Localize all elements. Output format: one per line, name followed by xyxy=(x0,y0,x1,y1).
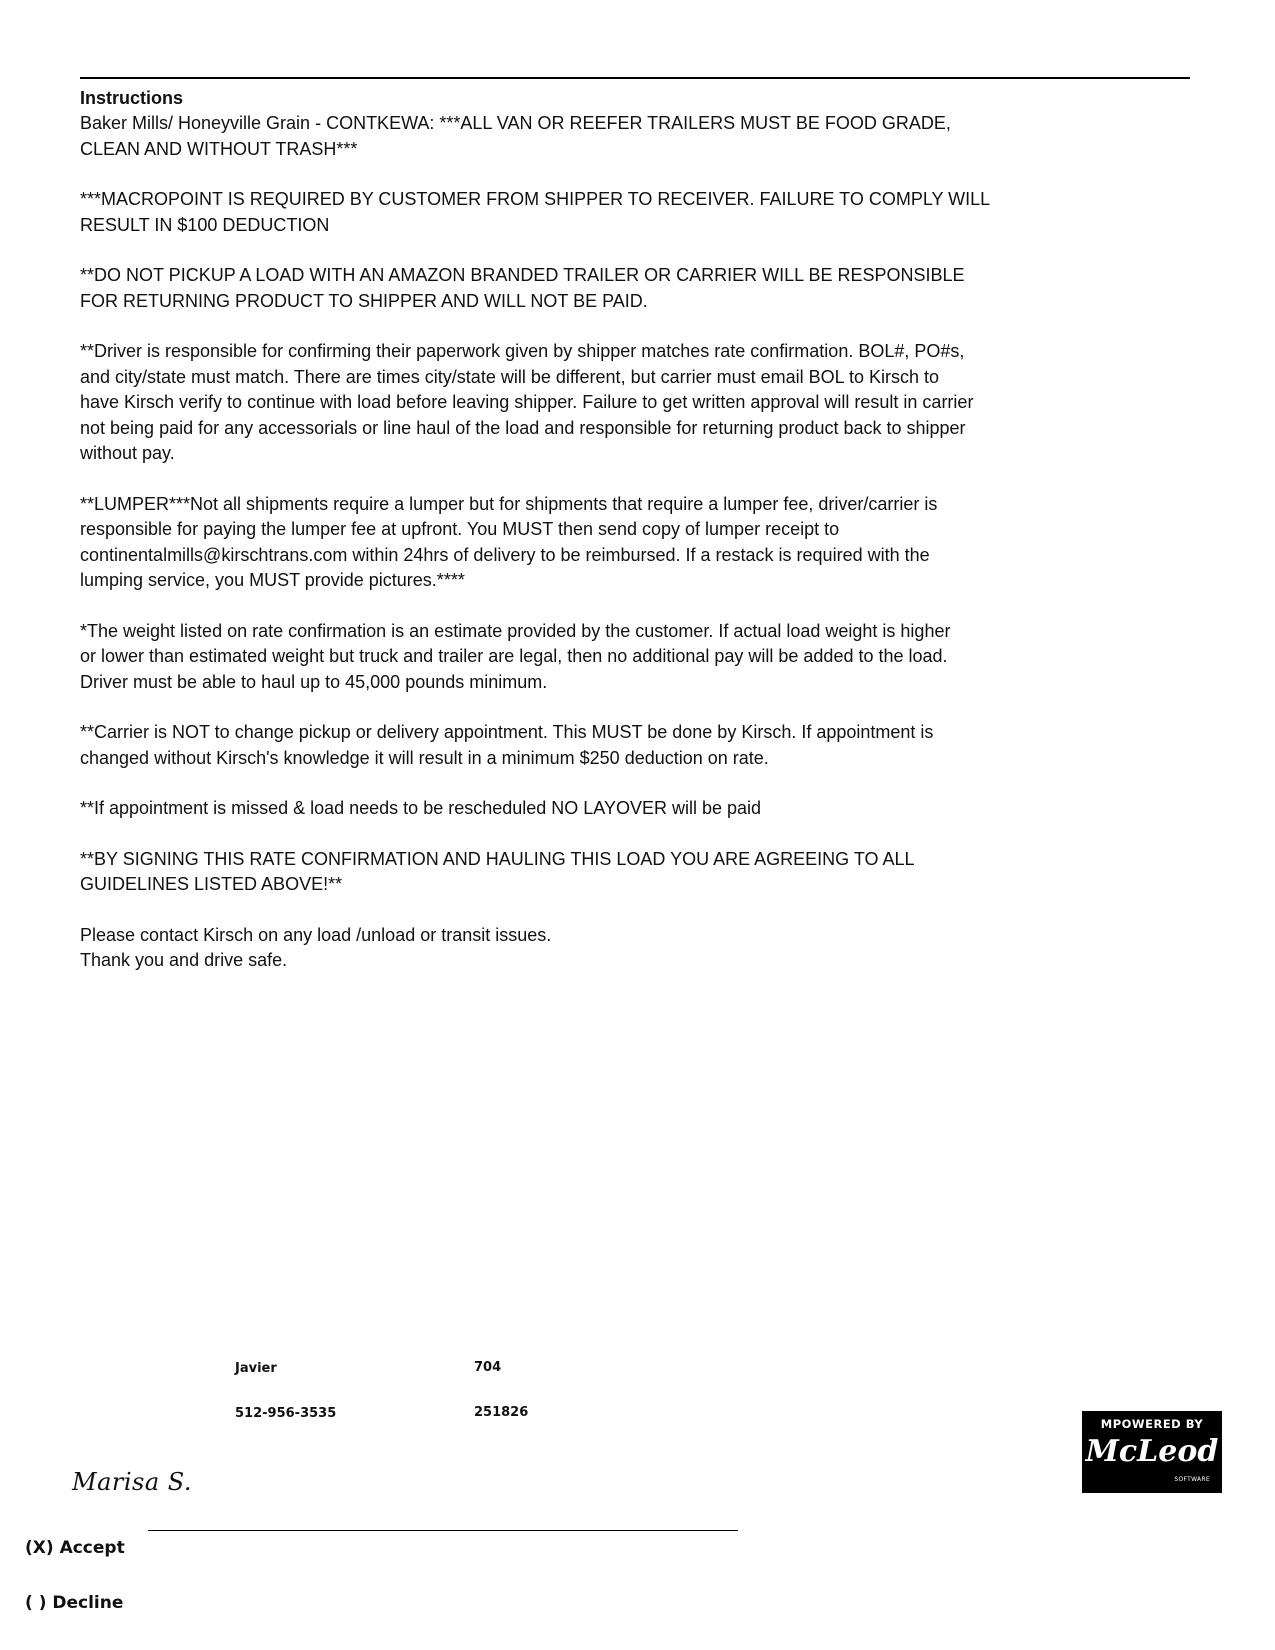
decline-option[interactable]: ( ) Decline xyxy=(25,1593,124,1613)
instructions-section xyxy=(80,86,1190,999)
instruction-paragraph-appointment-change: **Carrier is NOT to change pickup or delivery appointment. This MUST be done by Kirsch. If appointment is changed without Kirsch's knowledge it will result in a minimum $250 deduction on rate. xyxy=(80,722,934,768)
top-divider xyxy=(80,77,1190,79)
badge-sub-text: SOFTWARE xyxy=(1174,1476,1210,1483)
instruction-paragraph-food-grade: Baker Mills/ Honeyville Grain - CONTKEWA: ***ALL VAN OR REEFER TRAILERS MUST BE FOOD GRADE, CLEAN AND WITHOUT TRASH*** xyxy=(80,113,951,159)
instruction-paragraph-contact: Please contact Kirsch on any load /unload or transit issues. Thank you and drive safe. xyxy=(80,924,552,970)
instruction-paragraph-paperwork: **Driver is responsible for confirming their paperwork given by shipper matches rate confirmation. BOL#, PO#s, and city/state must match. There are times city/state will be different, but carrier must email BOL to Kirsch to have Kirsch verify to continue with load before leaving shipper. Failure to get written approval will result in carrier not being paid for any accessorials or line haul of the load and responsible for returning product back to shipper without pay. xyxy=(80,341,974,463)
signature: Marisa S. xyxy=(72,1468,192,1496)
mcleod-logo-badge xyxy=(1082,1411,1222,1493)
driver-name: Javier xyxy=(235,1361,277,1376)
signature-line xyxy=(148,1530,738,1531)
instruction-paragraph-agreement: **BY SIGNING THIS RATE CONFIRMATION AND HAULING THIS LOAD YOU ARE AGREEING TO ALL GUIDELINES LISTED ABOVE!** xyxy=(80,848,915,894)
instruction-paragraph-missed-appointment: **If appointment is missed & load needs to be rescheduled NO LAYOVER will be paid xyxy=(80,798,762,818)
mcleod-logo: McLeod xyxy=(1085,1434,1219,1469)
instruction-paragraph-amazon-trailer: **DO NOT PICKUP A LOAD WITH AN AMAZON BRANDED TRAILER OR CARRIER WILL BE RESPONSIBLE FOR RETURNING PRODUCT TO SHIPPER AND WILL NOT BE PAID. xyxy=(80,265,965,311)
badge-top-text: MPOWERED BY xyxy=(1100,1417,1204,1431)
instructions-heading: Instructions xyxy=(80,88,184,108)
instruction-paragraph-lumper: **LUMPER***Not all shipments require a lumper but for shipments that require a lumper fee, driver/carrier is responsible for paying the lumper fee at upfront. You MUST then send copy of lumper receipt to continentalmills@kirschtrans.com within 24hrs of delivery to be reimbursed. If a restack is required with the lumping service, you MUST provide pictures.**** xyxy=(80,493,938,590)
accept-option[interactable]: (X) Accept xyxy=(25,1538,125,1558)
trailer-number: 251826 xyxy=(474,1405,529,1420)
truck-number: 704 xyxy=(474,1360,502,1375)
driver-phone: 512-956-3535 xyxy=(235,1406,337,1421)
instruction-paragraph-weight: *The weight listed on rate confirmation is an estimate provided by the customer. If actual load weight is higher or lower than estimated weight but truck and trailer are legal, then no additional pay will be added to the load. Driver must be able to haul up to 45,000 pounds minimum. xyxy=(80,620,951,692)
instruction-paragraph-macropoint: ***MACROPOINT IS REQUIRED BY CUSTOMER FROM SHIPPER TO RECEIVER. FAILURE TO COMPLY WILL RESULT IN $100 DEDUCTION xyxy=(80,189,991,235)
